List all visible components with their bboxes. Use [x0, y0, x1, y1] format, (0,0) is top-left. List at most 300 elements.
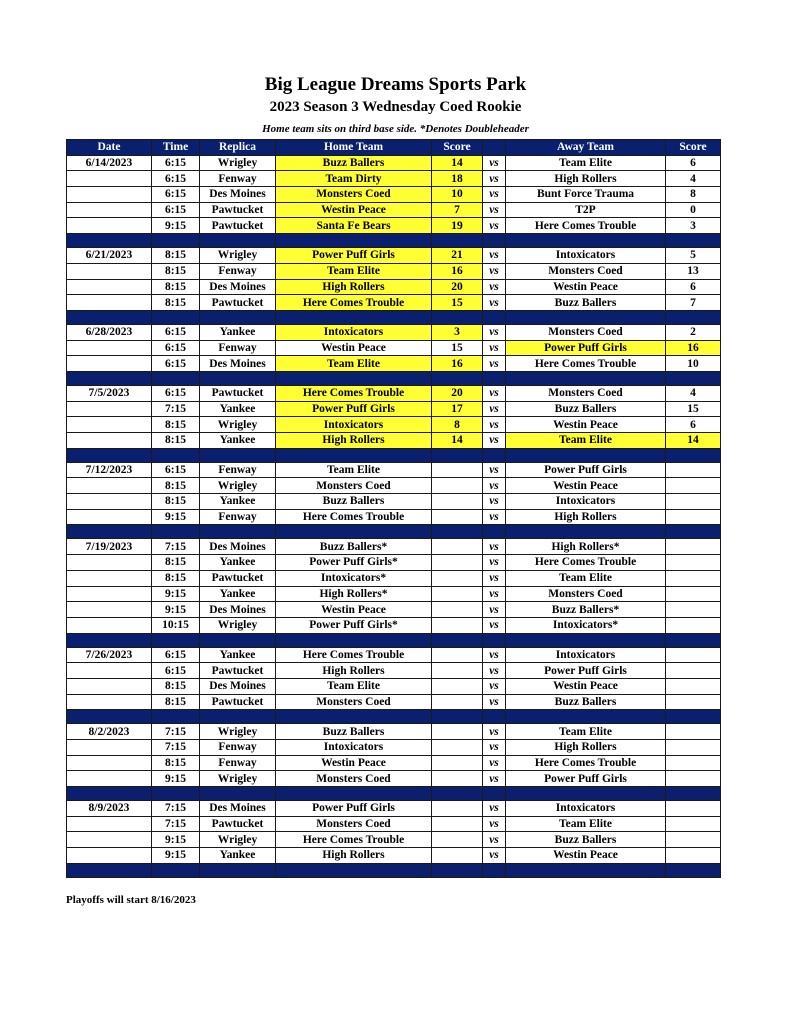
away-score-cell — [666, 555, 721, 571]
separator-cell — [666, 633, 721, 647]
date-cell — [67, 832, 152, 848]
date-cell — [67, 187, 152, 203]
home-score-cell — [432, 694, 483, 710]
home-team-cell: High Rollers — [276, 848, 432, 864]
away-score-cell: 8 — [666, 187, 721, 203]
separator-cell — [432, 525, 483, 539]
replica-cell: Pawtucket — [200, 663, 276, 679]
home-score-cell — [432, 848, 483, 864]
home-score-cell: 21 — [432, 248, 483, 264]
away-score-cell — [666, 755, 721, 771]
separator-cell — [483, 310, 506, 324]
col-header-away-team: Away Team — [506, 140, 666, 156]
away-team-cell: Buzz Ballers — [506, 694, 666, 710]
away-score-cell: 6 — [666, 279, 721, 295]
table-row — [67, 678, 721, 694]
home-score-cell — [432, 801, 483, 817]
home-score-cell: 18 — [432, 171, 483, 187]
away-score-cell — [666, 740, 721, 756]
separator-cell — [483, 633, 506, 647]
separator-cell — [506, 448, 666, 462]
away-score-cell — [666, 539, 721, 555]
away-score-cell — [666, 647, 721, 663]
home-team-cell: Here Comes Trouble — [276, 385, 432, 401]
table-row — [67, 570, 721, 586]
home-team-cell: Westin Peace — [276, 202, 432, 218]
home-team-cell: Monsters Coed — [276, 478, 432, 494]
away-team-cell: Team Elite — [506, 570, 666, 586]
away-team-cell: Westin Peace — [506, 417, 666, 433]
replica-cell: Yankee — [200, 401, 276, 417]
replica-cell: Des Moines — [200, 801, 276, 817]
table-row — [67, 755, 721, 771]
separator-cell — [67, 633, 152, 647]
date-cell — [67, 171, 152, 187]
vs-cell: vs — [483, 279, 506, 295]
time-cell: 7:15 — [152, 539, 200, 555]
replica-cell: Fenway — [200, 171, 276, 187]
replica-cell: Fenway — [200, 509, 276, 525]
date-cell — [67, 295, 152, 311]
separator-cell — [432, 787, 483, 801]
separator-cell — [276, 787, 432, 801]
time-cell: 8:15 — [152, 417, 200, 433]
replica-cell: Des Moines — [200, 356, 276, 372]
time-cell: 8:15 — [152, 494, 200, 510]
time-cell: 6:15 — [152, 324, 200, 340]
away-team-cell: Intoxicators — [506, 494, 666, 510]
table-row — [67, 385, 721, 401]
away-team-cell: Power Puff Girls — [506, 663, 666, 679]
separator-cell — [276, 710, 432, 724]
replica-cell: Wrigley — [200, 724, 276, 740]
vs-cell: vs — [483, 663, 506, 679]
away-team-cell: Buzz Ballers — [506, 401, 666, 417]
table-row — [67, 187, 721, 203]
away-team-cell: Power Puff Girls — [506, 462, 666, 478]
separator-cell — [276, 310, 432, 324]
replica-cell: Wrigley — [200, 832, 276, 848]
table-row — [67, 324, 721, 340]
away-score-cell — [666, 771, 721, 787]
date-cell — [67, 586, 152, 602]
separator-cell — [483, 525, 506, 539]
time-cell: 8:15 — [152, 755, 200, 771]
away-score-cell: 0 — [666, 202, 721, 218]
table-row — [67, 340, 721, 356]
replica-cell: Yankee — [200, 586, 276, 602]
home-team-cell: Intoxicators — [276, 324, 432, 340]
separator-cell — [67, 525, 152, 539]
vs-cell: vs — [483, 586, 506, 602]
home-team-cell: Here Comes Trouble — [276, 509, 432, 525]
away-team-cell: Monsters Coed — [506, 263, 666, 279]
separator-cell — [666, 448, 721, 462]
away-team-cell: Team Elite — [506, 816, 666, 832]
home-team-cell: Team Elite — [276, 462, 432, 478]
home-team-cell: Santa Fe Bears — [276, 218, 432, 234]
header-row — [67, 140, 721, 156]
away-team-cell: Here Comes Trouble — [506, 555, 666, 571]
home-score-cell — [432, 647, 483, 663]
separator-cell — [666, 863, 721, 877]
home-score-cell: 8 — [432, 417, 483, 433]
away-team-cell: High Rollers — [506, 740, 666, 756]
time-cell: 7:15 — [152, 724, 200, 740]
vs-cell: vs — [483, 602, 506, 618]
table-row — [67, 248, 721, 264]
date-cell: 7/12/2023 — [67, 462, 152, 478]
time-cell: 8:15 — [152, 295, 200, 311]
away-score-cell — [666, 848, 721, 864]
vs-cell: vs — [483, 202, 506, 218]
table-row — [67, 724, 721, 740]
vs-cell: vs — [483, 324, 506, 340]
time-cell: 9:15 — [152, 509, 200, 525]
separator-cell — [432, 234, 483, 248]
away-team-cell: Here Comes Trouble — [506, 755, 666, 771]
week-separator — [67, 633, 721, 647]
home-score-cell: 14 — [432, 433, 483, 449]
away-score-cell — [666, 801, 721, 817]
vs-cell: vs — [483, 356, 506, 372]
home-team-cell: Buzz Ballers* — [276, 539, 432, 555]
away-team-cell: Monsters Coed — [506, 385, 666, 401]
separator-cell — [67, 371, 152, 385]
home-team-cell: Westin Peace — [276, 755, 432, 771]
away-team-cell: Team Elite — [506, 724, 666, 740]
date-cell — [67, 433, 152, 449]
table-row — [67, 848, 721, 864]
home-score-cell: 19 — [432, 218, 483, 234]
table-row — [67, 694, 721, 710]
vs-cell: vs — [483, 187, 506, 203]
home-score-cell: 16 — [432, 263, 483, 279]
home-score-cell: 3 — [432, 324, 483, 340]
vs-cell: vs — [483, 385, 506, 401]
vs-cell: vs — [483, 462, 506, 478]
table-row — [67, 647, 721, 663]
separator-cell — [152, 310, 200, 324]
away-team-cell: Here Comes Trouble — [506, 218, 666, 234]
replica-cell: Fenway — [200, 340, 276, 356]
replica-cell: Pawtucket — [200, 202, 276, 218]
separator-cell — [506, 310, 666, 324]
table-row — [67, 771, 721, 787]
separator-cell — [506, 371, 666, 385]
time-cell: 6:15 — [152, 171, 200, 187]
away-team-cell: Monsters Coed — [506, 586, 666, 602]
home-score-cell: 17 — [432, 401, 483, 417]
home-team-cell: Team Elite — [276, 678, 432, 694]
separator-cell — [666, 371, 721, 385]
home-score-cell: 14 — [432, 155, 483, 171]
away-team-cell: Power Puff Girls — [506, 340, 666, 356]
home-team-cell: Westin Peace — [276, 340, 432, 356]
separator-cell — [200, 710, 276, 724]
date-cell — [67, 755, 152, 771]
separator-cell — [666, 234, 721, 248]
home-score-cell — [432, 832, 483, 848]
home-score-cell — [432, 509, 483, 525]
away-score-cell — [666, 678, 721, 694]
week-separator — [67, 787, 721, 801]
replica-cell: Yankee — [200, 555, 276, 571]
date-cell — [67, 617, 152, 633]
home-team-cell: Intoxicators — [276, 417, 432, 433]
away-score-cell: 4 — [666, 171, 721, 187]
away-team-cell: Buzz Ballers — [506, 295, 666, 311]
home-team-cell: Buzz Ballers — [276, 494, 432, 510]
separator-cell — [276, 863, 432, 877]
home-team-cell: Power Puff Girls — [276, 401, 432, 417]
home-score-cell: 15 — [432, 295, 483, 311]
time-cell: 8:15 — [152, 279, 200, 295]
home-team-cell: Monsters Coed — [276, 694, 432, 710]
away-score-cell — [666, 509, 721, 525]
date-cell — [67, 202, 152, 218]
home-team-cell: High Rollers* — [276, 586, 432, 602]
home-team-cell: Power Puff Girls* — [276, 617, 432, 633]
away-score-cell — [666, 478, 721, 494]
away-team-cell: Team Elite — [506, 433, 666, 449]
away-score-cell — [666, 586, 721, 602]
home-team-cell: Intoxicators — [276, 740, 432, 756]
home-team-cell: Team Elite — [276, 356, 432, 372]
separator-cell — [483, 787, 506, 801]
home-team-cell: Monsters Coed — [276, 187, 432, 203]
away-score-cell — [666, 617, 721, 633]
home-team-cell: Power Puff Girls* — [276, 555, 432, 571]
time-cell: 9:15 — [152, 602, 200, 618]
date-cell — [67, 509, 152, 525]
home-score-cell — [432, 678, 483, 694]
home-team-cell: Here Comes Trouble — [276, 295, 432, 311]
vs-cell: vs — [483, 647, 506, 663]
time-cell: 6:15 — [152, 647, 200, 663]
separator-cell — [483, 234, 506, 248]
away-team-cell: Buzz Ballers* — [506, 602, 666, 618]
away-score-cell: 2 — [666, 324, 721, 340]
table-row — [67, 356, 721, 372]
replica-cell: Fenway — [200, 462, 276, 478]
date-cell — [67, 417, 152, 433]
separator-cell — [200, 371, 276, 385]
separator-cell — [483, 863, 506, 877]
home-team-cell: Here Comes Trouble — [276, 832, 432, 848]
separator-cell — [67, 234, 152, 248]
separator-cell — [200, 863, 276, 877]
separator-cell — [152, 371, 200, 385]
date-cell: 6/28/2023 — [67, 324, 152, 340]
date-cell: 8/2/2023 — [67, 724, 152, 740]
separator-cell — [67, 310, 152, 324]
away-score-cell — [666, 694, 721, 710]
col-header-replica: Replica — [200, 140, 276, 156]
away-team-cell: Intoxicators — [506, 647, 666, 663]
away-team-cell: Intoxicators — [506, 801, 666, 817]
separator-cell — [67, 787, 152, 801]
replica-cell: Wrigley — [200, 478, 276, 494]
date-cell — [67, 218, 152, 234]
separator-cell — [666, 710, 721, 724]
table-row — [67, 263, 721, 279]
table-row — [67, 816, 721, 832]
separator-cell — [152, 448, 200, 462]
time-cell: 10:15 — [152, 617, 200, 633]
separator-cell — [432, 633, 483, 647]
home-score-cell — [432, 555, 483, 571]
time-cell: 8:15 — [152, 433, 200, 449]
separator-cell — [200, 310, 276, 324]
vs-cell: vs — [483, 218, 506, 234]
away-score-cell: 5 — [666, 248, 721, 264]
time-cell: 8:15 — [152, 263, 200, 279]
replica-cell: Wrigley — [200, 771, 276, 787]
home-team-cell: Power Puff Girls — [276, 801, 432, 817]
separator-cell — [200, 525, 276, 539]
separator-cell — [432, 448, 483, 462]
vs-cell: vs — [483, 724, 506, 740]
time-cell: 9:15 — [152, 832, 200, 848]
vs-cell: vs — [483, 801, 506, 817]
separator-cell — [666, 787, 721, 801]
replica-cell: Wrigley — [200, 155, 276, 171]
date-cell: 8/9/2023 — [67, 801, 152, 817]
date-cell — [67, 494, 152, 510]
home-score-cell — [432, 771, 483, 787]
separator-cell — [506, 234, 666, 248]
away-team-cell: Intoxicators* — [506, 617, 666, 633]
separator-cell — [67, 448, 152, 462]
separator-cell — [432, 310, 483, 324]
col-header-vs — [483, 140, 506, 156]
home-score-cell: 7 — [432, 202, 483, 218]
table-row — [67, 417, 721, 433]
separator-cell — [152, 525, 200, 539]
separator-cell — [152, 863, 200, 877]
home-team-cell: Monsters Coed — [276, 771, 432, 787]
schedule-body — [67, 155, 721, 877]
separator-cell — [67, 863, 152, 877]
table-row — [67, 494, 721, 510]
home-team-cell: High Rollers — [276, 279, 432, 295]
vs-cell: vs — [483, 248, 506, 264]
away-score-cell — [666, 816, 721, 832]
home-score-cell — [432, 755, 483, 771]
separator-cell — [67, 710, 152, 724]
away-team-cell: Monsters Coed — [506, 324, 666, 340]
date-cell — [67, 478, 152, 494]
week-separator — [67, 310, 721, 324]
away-team-cell: Westin Peace — [506, 848, 666, 864]
date-cell: 7/5/2023 — [67, 385, 152, 401]
col-header-home-team: Home Team — [276, 140, 432, 156]
away-team-cell: Westin Peace — [506, 478, 666, 494]
away-score-cell: 10 — [666, 356, 721, 372]
away-team-cell: Team Elite — [506, 155, 666, 171]
table-row — [67, 740, 721, 756]
away-score-cell: 6 — [666, 155, 721, 171]
table-row — [67, 801, 721, 817]
away-team-cell: Power Puff Girls — [506, 771, 666, 787]
vs-cell: vs — [483, 494, 506, 510]
replica-cell: Fenway — [200, 755, 276, 771]
away-score-cell: 4 — [666, 385, 721, 401]
week-separator — [67, 863, 721, 877]
time-cell: 8:15 — [152, 694, 200, 710]
vs-cell: vs — [483, 478, 506, 494]
week-separator — [67, 234, 721, 248]
date-cell — [67, 570, 152, 586]
table-row — [67, 617, 721, 633]
time-cell: 6:15 — [152, 187, 200, 203]
date-cell: 7/26/2023 — [67, 647, 152, 663]
separator-cell — [666, 525, 721, 539]
separator-cell — [152, 710, 200, 724]
time-cell: 8:15 — [152, 570, 200, 586]
date-cell — [67, 356, 152, 372]
vs-cell: vs — [483, 171, 506, 187]
away-score-cell — [666, 462, 721, 478]
separator-cell — [506, 633, 666, 647]
page-subtitle: 2023 Season 3 Wednesday Coed Rookie — [269, 99, 522, 115]
away-score-cell: 6 — [666, 417, 721, 433]
home-score-cell: 16 — [432, 356, 483, 372]
time-cell: 9:15 — [152, 771, 200, 787]
away-score-cell: 7 — [666, 295, 721, 311]
replica-cell: Pawtucket — [200, 694, 276, 710]
separator-cell — [276, 525, 432, 539]
time-cell: 6:15 — [152, 202, 200, 218]
separator-cell — [200, 633, 276, 647]
away-team-cell: Bunt Force Trauma — [506, 187, 666, 203]
table-row — [67, 171, 721, 187]
page-title: Big League Dreams Sports Park — [264, 74, 527, 95]
replica-cell: Des Moines — [200, 602, 276, 618]
vs-cell: vs — [483, 816, 506, 832]
separator-cell — [506, 863, 666, 877]
replica-cell: Yankee — [200, 324, 276, 340]
away-score-cell — [666, 663, 721, 679]
vs-cell: vs — [483, 401, 506, 417]
home-score-cell: 20 — [432, 279, 483, 295]
home-score-cell: 10 — [432, 187, 483, 203]
vs-cell: vs — [483, 755, 506, 771]
vs-cell: vs — [483, 539, 506, 555]
col-header-time: Time — [152, 140, 200, 156]
time-cell: 6:15 — [152, 356, 200, 372]
date-cell — [67, 816, 152, 832]
table-row — [67, 295, 721, 311]
away-team-cell: T2P — [506, 202, 666, 218]
date-cell — [67, 401, 152, 417]
home-score-cell — [432, 816, 483, 832]
separator-cell — [276, 234, 432, 248]
home-team-cell: Team Elite — [276, 263, 432, 279]
week-separator — [67, 710, 721, 724]
replica-cell: Yankee — [200, 494, 276, 510]
date-cell: 6/14/2023 — [67, 155, 152, 171]
home-team-cell: Buzz Ballers — [276, 155, 432, 171]
home-score-cell: 15 — [432, 340, 483, 356]
away-team-cell: Intoxicators — [506, 248, 666, 264]
away-score-cell: 13 — [666, 263, 721, 279]
home-score-cell — [432, 740, 483, 756]
separator-cell — [276, 371, 432, 385]
date-cell — [67, 555, 152, 571]
home-team-cell: Team Dirty — [276, 171, 432, 187]
